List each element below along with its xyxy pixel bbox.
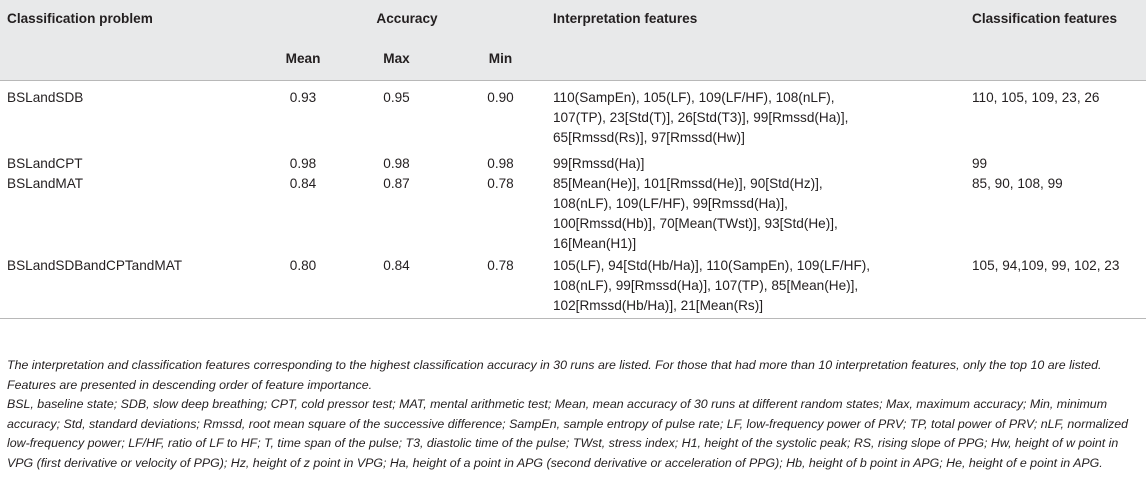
header-min: Min <box>454 38 547 81</box>
cell-classification: 85, 90, 108, 99 <box>972 176 1063 191</box>
cell-interpretation <box>547 81 964 151</box>
cell-classification: 105, 94,109, 99, 102, 23 <box>964 256 1146 319</box>
cell-min: 0.90 <box>487 90 514 105</box>
interp-line: 100[Rmssd(Hb)], 70[Mean(TWst)], 93[Std(He)], <box>553 216 838 231</box>
cell-mean: 0.80 <box>267 256 339 319</box>
interp-line: 16[Mean(H1)] <box>553 236 637 251</box>
table-footnotes <box>7 356 1143 473</box>
header-problem: Classification problem <box>0 0 267 38</box>
cell-problem: BSLandCPT <box>7 156 83 171</box>
table-row <box>0 256 1146 319</box>
interp-line: 108(nLF), 109(LF/HF), 99[Rmssd(Ha)], <box>553 196 788 211</box>
cell-problem: BSLandMAT <box>7 176 84 191</box>
cell-max: 0.87 <box>383 176 410 191</box>
subheader-blank <box>547 38 964 81</box>
interp-line: 99[Rmssd(Ha)] <box>553 156 645 171</box>
table-row <box>0 150 1146 174</box>
subheader-blank <box>964 38 1146 81</box>
cell-mean: 0.98 <box>289 156 317 171</box>
table-row <box>0 174 1146 256</box>
table-row <box>0 81 1146 151</box>
interp-line: 108(nLF), 99[Rmssd(Ha)], 107(TP), 85[Mean(He)], <box>553 278 859 293</box>
cell-min: 0.98 <box>487 156 514 171</box>
cell-max: 0.98 <box>383 156 410 171</box>
cell-max: 0.84 <box>339 256 454 319</box>
cell-interpretation <box>547 174 964 256</box>
footnote-1: The interpretation and classification features corresponding to the highest classification accuracy in 30 runs are listed. For those that had more than 10 interpretation features, only the top 10 are listed. Features are presented in descending order of feature importance. <box>7 358 1102 392</box>
cell-max: 0.95 <box>383 90 410 105</box>
cell-classification: 110, 105, 109, 23, 26 <box>972 90 1100 105</box>
cell-problem: BSLandSDB <box>7 90 84 105</box>
cell-min: 0.78 <box>487 176 514 191</box>
subheader-blank <box>0 38 267 81</box>
header-accuracy: Accuracy <box>267 0 547 38</box>
footnote-abbreviations: BSL, baseline state; SDB, slow deep breathing; CPT, cold pressor test; MAT, mental arithmetic test; Mean, mean accuracy of 30 runs at different random states; Max, maximum accuracy; Min, minimum accuracy; Std, standard deviations; Rmssd, root mean square of the successive difference; SampEn, sample entropy of pulse rate; LF, low-frequency power of PRV; TP, total power of PRV; nLF, normalized low-frequency power; LF/HF, ratio of LF to HF; T, time span of the pulse; T3, diastolic time of the pulse; TWst, stress index; H1, height of the systolic peak; RS, rising slope of PPG; Hw, height of w point in VPG (first derivative or velocity of PPG); Hz, height of z point in VPG; Ha, height of a point in APG (second derivative or acceleration of PPG); Hb, height of b point in APG; He, height of e point in APG. <box>7 397 1129 470</box>
interp-line: 102[Rmssd(Hb/Ha)], 21[Mean(Rs)] <box>553 298 764 313</box>
header-max: Max <box>339 38 454 81</box>
header-interpretation: Interpretation features <box>547 0 964 38</box>
interp-line: 105(LF), 94[Std(Hb/Ha)], 110(SampEn), 109(LF/HF), <box>553 258 871 273</box>
cell-mean: 0.93 <box>289 90 317 105</box>
cell-interpretation <box>547 150 964 174</box>
header-classification: Classification features <box>964 0 1146 38</box>
subheader-row <box>0 38 1146 81</box>
interp-line: 110(SampEn), 105(LF), 109(LF/HF), 108(nLF), <box>553 90 835 105</box>
cell-min: 0.78 <box>454 256 547 319</box>
cell-classification: 99 <box>972 156 988 171</box>
interp-line: 85[Mean(He)], 101[Rmssd(He)], 90[Std(Hz)], <box>553 176 823 191</box>
cell-mean: 0.84 <box>289 176 317 191</box>
cell-problem: BSLandSDBandCPTandMAT <box>0 256 267 319</box>
header-mean: Mean <box>267 38 339 81</box>
cell-interpretation <box>547 256 964 319</box>
header-row <box>0 0 1146 38</box>
interp-line: 65[Rmssd(Rs)], 97[Rmssd(Hw)] <box>553 130 745 145</box>
interp-line: 107(TP), 23[Std(T)], 26[Std(T3)], 99[Rmssd(Ha)], <box>553 110 849 125</box>
